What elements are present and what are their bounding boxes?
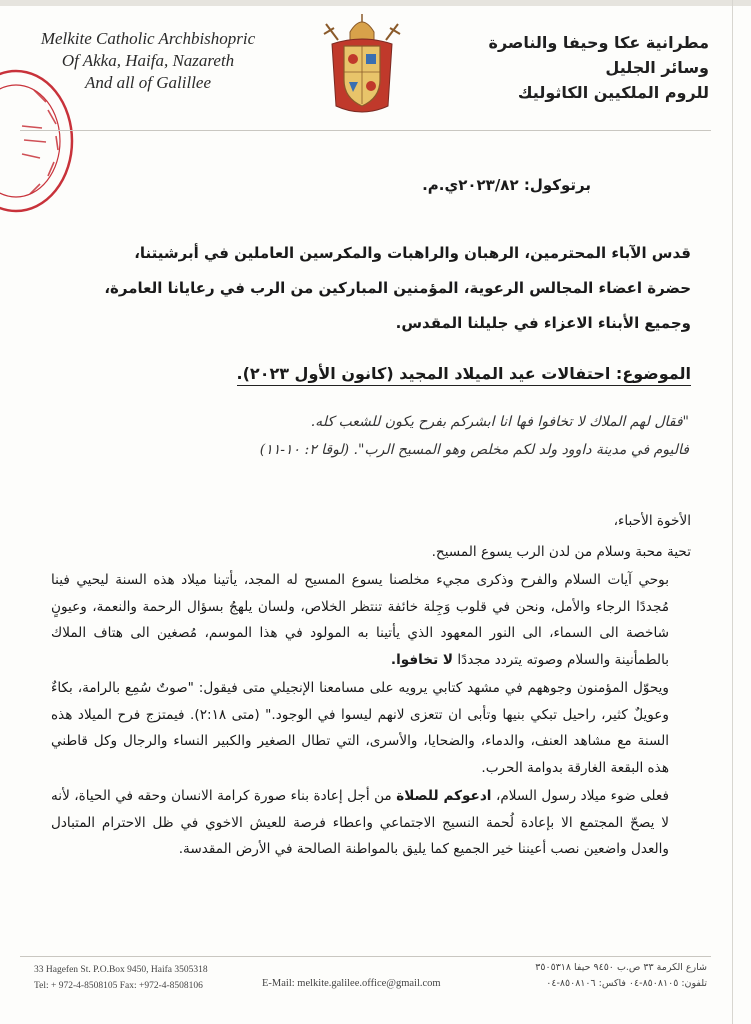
paragraph-1 xyxy=(51,567,691,673)
salutation: تحية محبة وسلام من لدن الرب يسوع المسيح. xyxy=(431,543,691,560)
footer-arabic xyxy=(447,960,707,992)
scripture-quote xyxy=(69,408,689,464)
margin-line xyxy=(732,0,733,1024)
header-en-line3: And all of Galillee xyxy=(84,73,212,92)
footer-phone-ar: تلفون: ٨٥٠٨١٠٥-٠٤ فاكس: ٨٥٠٨١٠٦-٠٤ xyxy=(546,978,707,989)
quote-line1: "فقال لهم الملاك لا تخافوا فها انا ابشركم بفرح يكون للشعب كله. xyxy=(310,414,689,430)
header-en-line1: Melkite Catholic Archbishopric xyxy=(40,29,256,48)
top-border xyxy=(0,0,751,6)
footer-english xyxy=(34,962,208,994)
coat-of-arms-emblem xyxy=(318,10,406,120)
quote-line2: فاليوم في مدينة داوود ولد لكم مخلص وهو المسيح الرب". (لوقا ٢: ١٠-١١) xyxy=(259,442,689,458)
subject-line: الموضوع: احتفالات عيد الميلاد المجيد (كانون الأول ٢٠٢٣). xyxy=(237,364,691,386)
footer-email-link[interactable]: E-Mail: melkite.galilee.office@gmail.com xyxy=(262,978,441,989)
address-line3: وجميع الأبناء الاعزاء في جليلنا المقدس. xyxy=(395,314,691,332)
footer-address-en: 33 Hagefen St. P.O.Box 9450, Haifa 3505318 xyxy=(34,965,208,975)
header-en-line2: Of Akka, Haifa, Nazareth xyxy=(61,51,235,70)
greeting: الأخوة الأحباء، xyxy=(613,513,691,529)
header-ar-line2: وسائر الجليل xyxy=(605,58,709,77)
paragraph-2: ويحوّل المؤمنون وجوههم في مشهد كتابي يرويه على مسامعنا الإنجيلي متى فيقول: "صوتٌ سُمِع بالرامة، بكاءٌ وعويلٌ كثير، راحيل تبكي بنيها وتأبى ان تتعزى لانهم ليسوا في الوجود." (متى ٢:١٨). فيمتزج فرح الميلاد هذه السنة مع مشاهد العنف، والدماء، والضحايا، والأسرى، التي تطال الصغير والكبير النساء والرجال وكل قاطني هذه البقعة الغارقة بدوامة الحرب. xyxy=(51,680,669,776)
address-line2: حضرة اعضاء المجالس الرعوية، المؤمنين المباركين من الرب في رعايانا العامرة، xyxy=(104,279,691,297)
header-ar-line1: مطرانية عكا وحيفا والناصرة xyxy=(488,33,709,52)
address-line1: قدس الآباء المحترمين، الرهبان والراهبات والمكرسين العاملين في أبرشيتنا، xyxy=(134,244,691,262)
paragraph-3-after: من أجل إعادة بناء صورة كرامة الانسان وحقه في الحياة، لأنه لا يصحّ المجتمع الا بإعادة لُحمة النسيج الاجتماعي واعطاء فرصة للعيش الاخوي في ظل الاحترام المتبادل والعدل واضعين نصب أعيننا خير الجميع كما يليق بالمواطنة الصالحة في الأرض المقدسة. xyxy=(51,788,669,857)
paragraph-1-emphasis: لا تخافوا. xyxy=(390,651,454,668)
paragraph-1-text: بوحي آيات السلام والفرح وذكرى مجيء مخلصنا يسوع المسيح له المجد، يأتينا ميلاد هذه السنة ليحيي فينا مُجددًا الرجاء والأمل، ونحن في قلوب وَجِلة خائفة تنتظر الخلاص، ولسان يلهجُ بسؤال الرحمة والنعمة، وعيونٍ شاخصة الى السماء، الى النور المعهود الذي يأتينا به المولود في هذا الموسم، مُصغين الى هتاف الملاك بالطمأنينة والسلام وصوته يتردد مجددًا xyxy=(51,572,669,668)
paragraph-3 xyxy=(51,783,691,863)
footer-address-ar: شارع الكرمة ٣٣ ص.ب ٩٤٥٠ حيفا ٣٥٠٥٣١٨ xyxy=(535,962,707,973)
header-arabic xyxy=(439,30,709,105)
official-stamp xyxy=(0,66,76,216)
address-block xyxy=(71,236,691,341)
footer-divider xyxy=(20,956,711,957)
header-ar-line3: للروم الملكيين الكاثوليك xyxy=(517,83,709,102)
protocol-number: برتوكول: ٢٠٢٣/٨٢ي.م. xyxy=(422,176,591,194)
footer-phone-en: Tel: + 972-4-8508105 Fax: +972-4-8508106 xyxy=(34,981,203,991)
letter-body xyxy=(51,508,691,863)
header-divider xyxy=(20,130,711,131)
paragraph-3-emphasis: ادعوكم للصلاة xyxy=(396,788,492,804)
paragraph-3-before: فعلى ضوء ميلاد رسول السلام، xyxy=(495,788,669,804)
